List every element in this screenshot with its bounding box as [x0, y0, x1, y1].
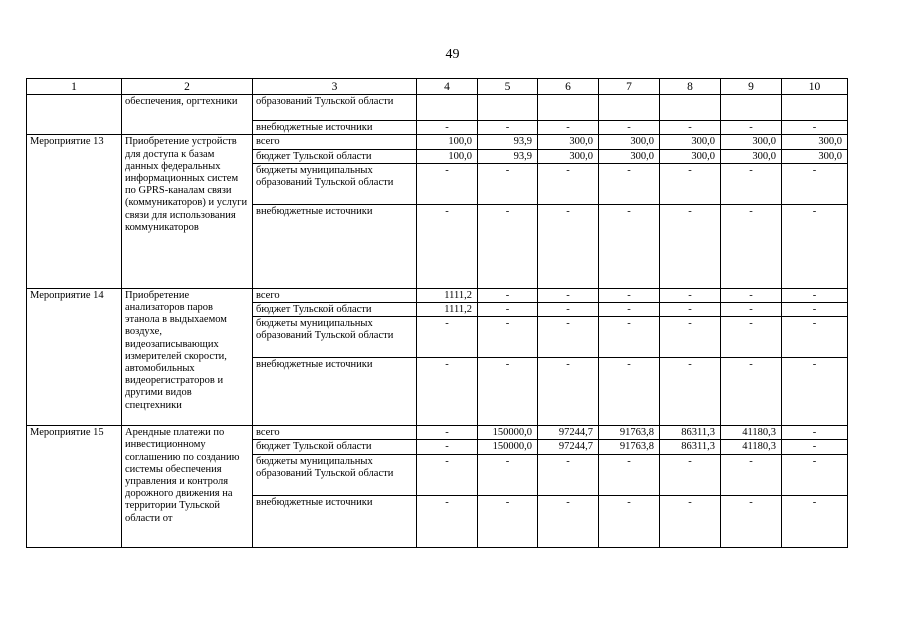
- amount-cell: -: [599, 303, 660, 317]
- amount-cell: -: [782, 204, 848, 288]
- amount-cell: -: [782, 121, 848, 135]
- amount-cell: 300,0: [538, 135, 599, 149]
- amount-cell: -: [478, 121, 538, 135]
- funding-source: внебюджетные источники: [253, 204, 417, 288]
- amount-cell: 86311,3: [660, 440, 721, 454]
- amount-cell: -: [782, 317, 848, 358]
- amount-cell: 93,9: [478, 135, 538, 149]
- amount-cell: 91763,8: [599, 426, 660, 440]
- amount-cell: -: [599, 121, 660, 135]
- amount-cell: 93,9: [478, 149, 538, 163]
- amount-cell: -: [478, 303, 538, 317]
- amount-cell: -: [478, 317, 538, 358]
- funding-source: образований Тульской области: [253, 95, 417, 121]
- funding-source: внебюджетные источники: [253, 358, 417, 426]
- amount-cell: -: [721, 317, 782, 358]
- amount-cell: -: [660, 495, 721, 547]
- amount-cell: -: [478, 454, 538, 495]
- amount-cell: -: [660, 303, 721, 317]
- amount-cell: -: [660, 358, 721, 426]
- amount-cell: -: [538, 204, 599, 288]
- amount-cell: -: [538, 288, 599, 302]
- table-row: [27, 95, 848, 121]
- measure-label: Мероприятие 15: [27, 426, 122, 547]
- measure-label: Мероприятие 14: [27, 288, 122, 425]
- amount-cell: [599, 95, 660, 121]
- funding-source: всего: [253, 135, 417, 149]
- funding-source: внебюджетные источники: [253, 495, 417, 547]
- amount-cell: -: [417, 317, 478, 358]
- amount-cell: [721, 95, 782, 121]
- page-number: 49: [445, 47, 460, 62]
- amount-cell: -: [478, 288, 538, 302]
- measure-label: Мероприятие 13: [27, 135, 122, 288]
- amount-cell: -: [782, 426, 848, 440]
- amount-cell: -: [478, 163, 538, 204]
- column-header: 8: [660, 79, 721, 95]
- amount-cell: -: [417, 163, 478, 204]
- amount-cell: -: [721, 204, 782, 288]
- funding-source: всего: [253, 288, 417, 302]
- amount-cell: -: [782, 495, 848, 547]
- amount-cell: -: [721, 454, 782, 495]
- funding-source: бюджет Тульской области: [253, 149, 417, 163]
- amount-cell: -: [478, 495, 538, 547]
- column-header: 4: [417, 79, 478, 95]
- funding-source: бюджет Тульской области: [253, 303, 417, 317]
- amount-cell: -: [538, 454, 599, 495]
- amount-cell: -: [660, 317, 721, 358]
- amount-cell: -: [538, 121, 599, 135]
- column-header: 1: [27, 79, 122, 95]
- amount-cell: 300,0: [782, 135, 848, 149]
- amount-cell: -: [721, 121, 782, 135]
- amount-cell: 100,0: [417, 135, 478, 149]
- amount-cell: 300,0: [599, 135, 660, 149]
- amount-cell: -: [599, 454, 660, 495]
- amount-cell: -: [538, 317, 599, 358]
- amount-cell: -: [417, 121, 478, 135]
- amount-cell: -: [478, 358, 538, 426]
- amount-cell: 1111,2: [417, 288, 478, 302]
- amount-cell: -: [599, 163, 660, 204]
- funding-source: внебюджетные источники: [253, 121, 417, 135]
- column-header: 7: [599, 79, 660, 95]
- amount-cell: -: [782, 288, 848, 302]
- measure-label: [27, 95, 122, 135]
- funding-source: бюджет Тульской области: [253, 440, 417, 454]
- measure-name: Приобретение устройств для доступа к базам данных федеральных информационных систем по GPRS-каналам связи (коммуникаторов) и услуги связи для использования коммуникаторов: [122, 135, 253, 288]
- amount-cell: 300,0: [721, 149, 782, 163]
- amount-cell: -: [417, 454, 478, 495]
- amount-cell: 300,0: [782, 149, 848, 163]
- amount-cell: -: [417, 495, 478, 547]
- amount-cell: 150000,0: [478, 426, 538, 440]
- amount-cell: 1111,2: [417, 303, 478, 317]
- amount-cell: 300,0: [599, 149, 660, 163]
- amount-cell: -: [417, 426, 478, 440]
- amount-cell: 150000,0: [478, 440, 538, 454]
- measure-name: Приобретение анализаторов паров этанола в выдыхаемом воздухе, видеозаписывающих измерителей скорости, автомобильных видеорегистраторов и другими видов спецтехники: [122, 288, 253, 425]
- amount-cell: -: [721, 495, 782, 547]
- measure-name: обеспечения, оргтехники: [122, 95, 253, 135]
- measure-name: Арендные платежи по инвестиционному соглашению по созданию системы обеспечения управления и контроля дорожного движения на территории Тульской области от: [122, 426, 253, 547]
- amount-cell: 300,0: [721, 135, 782, 149]
- amount-cell: -: [660, 288, 721, 302]
- table-row: [27, 426, 848, 440]
- amount-cell: -: [538, 358, 599, 426]
- amount-cell: 91763,8: [599, 440, 660, 454]
- amount-cell: 300,0: [660, 149, 721, 163]
- amount-cell: 300,0: [660, 135, 721, 149]
- budget-table: [26, 78, 848, 548]
- amount-cell: -: [660, 454, 721, 495]
- amount-cell: 300,0: [538, 149, 599, 163]
- funding-source: бюджеты муниципальных образований Тульской области: [253, 317, 417, 358]
- amount-cell: -: [417, 204, 478, 288]
- amount-cell: -: [721, 288, 782, 302]
- column-header: 6: [538, 79, 599, 95]
- amount-cell: [782, 95, 848, 121]
- amount-cell: -: [599, 288, 660, 302]
- amount-cell: 97244,7: [538, 426, 599, 440]
- amount-cell: -: [782, 358, 848, 426]
- amount-cell: -: [538, 303, 599, 317]
- column-header: 2: [122, 79, 253, 95]
- amount-cell: -: [599, 495, 660, 547]
- amount-cell: [660, 95, 721, 121]
- column-header: 5: [478, 79, 538, 95]
- funding-source: всего: [253, 426, 417, 440]
- amount-cell: -: [782, 440, 848, 454]
- amount-cell: -: [538, 163, 599, 204]
- amount-cell: -: [660, 163, 721, 204]
- funding-source: бюджеты муниципальных образований Тульской области: [253, 163, 417, 204]
- amount-cell: -: [478, 204, 538, 288]
- amount-cell: -: [660, 121, 721, 135]
- amount-cell: -: [599, 317, 660, 358]
- amount-cell: 41180,3: [721, 426, 782, 440]
- amount-cell: -: [417, 358, 478, 426]
- amount-cell: -: [538, 495, 599, 547]
- amount-cell: -: [660, 204, 721, 288]
- amount-cell: [538, 95, 599, 121]
- amount-cell: -: [721, 303, 782, 317]
- column-header: 3: [253, 79, 417, 95]
- amount-cell: -: [782, 163, 848, 204]
- amount-cell: 86311,3: [660, 426, 721, 440]
- amount-cell: -: [721, 358, 782, 426]
- amount-cell: [478, 95, 538, 121]
- amount-cell: 97244,7: [538, 440, 599, 454]
- header-row: [27, 79, 848, 95]
- column-header: 9: [721, 79, 782, 95]
- amount-cell: 100,0: [417, 149, 478, 163]
- amount-cell: -: [417, 440, 478, 454]
- amount-cell: [417, 95, 478, 121]
- funding-source: бюджеты муниципальных образований Тульской области: [253, 454, 417, 495]
- amount-cell: -: [721, 163, 782, 204]
- amount-cell: 41180,3: [721, 440, 782, 454]
- amount-cell: -: [782, 303, 848, 317]
- table-row: [27, 288, 848, 302]
- amount-cell: -: [599, 358, 660, 426]
- column-header: 10: [782, 79, 848, 95]
- table-row: [27, 135, 848, 149]
- amount-cell: -: [599, 204, 660, 288]
- amount-cell: -: [782, 454, 848, 495]
